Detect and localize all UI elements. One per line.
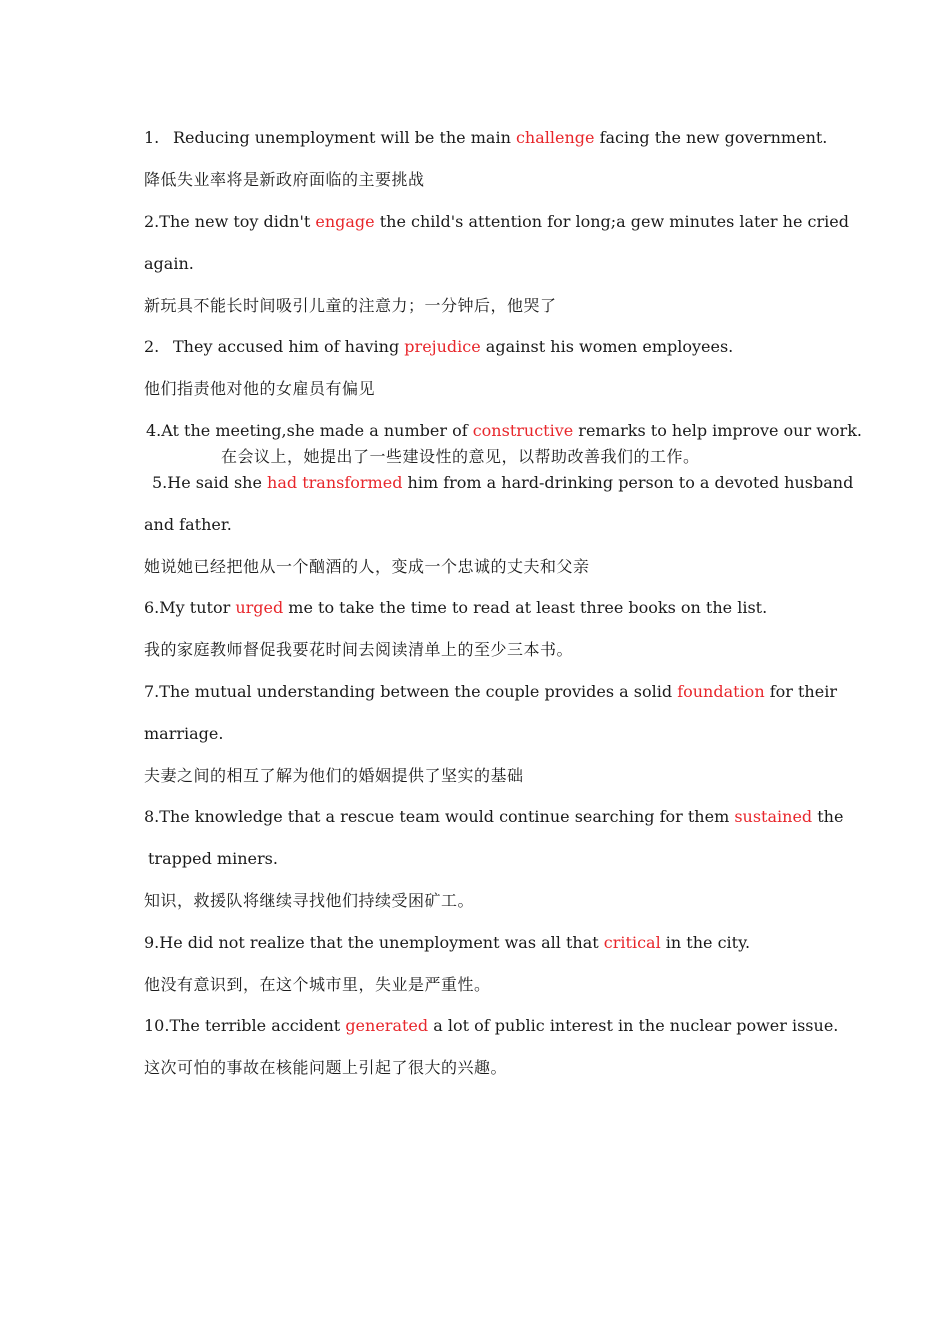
sentence-3-keyword: prejudice <box>404 337 481 356</box>
sentence-4-en <box>146 421 862 441</box>
sentence-10-en <box>144 1016 838 1036</box>
sentence-6-post: me to take the time to read at least three books on the list. <box>283 598 768 617</box>
sentence-6-en <box>144 598 767 618</box>
sentence-2-keyword: engage <box>315 212 375 231</box>
sentence-2-en <box>144 212 849 232</box>
sentence-8-zh: 知识，救援队将继续寻找他们持续受困矿工。 <box>144 891 475 910</box>
sentence-10-zh: 这次可怕的事故在核能问题上引起了很大的兴趣。 <box>144 1058 508 1077</box>
sentence-4-zh: 在会议上，她提出了一些建设性的意见，以帮助改善我们的工作。 <box>221 447 700 466</box>
sentence-2-zh: 新玩具不能长时间吸引儿童的注意力；一分钟后，他哭了 <box>144 296 557 315</box>
sentence-4-keyword: constructive <box>472 421 574 440</box>
sentence-10-pre: 10.The terrible accident <box>144 1016 346 1035</box>
sentence-1-number: 1. <box>144 128 160 147</box>
sentence-7-pre: 7.The mutual understanding between the couple provides a solid <box>144 682 678 701</box>
sentence-8-post: the <box>812 807 844 826</box>
sentence-8-keyword: sustained <box>734 807 813 826</box>
sentence-8-en <box>144 807 843 827</box>
sentence-7-post: for their <box>764 682 837 701</box>
sentence-7-en <box>144 682 837 702</box>
sentence-3-post: against his women employees. <box>480 337 734 356</box>
sentence-1-zh: 降低失业率将是新政府面临的主要挑战 <box>144 170 425 189</box>
sentence-9-keyword: critical <box>603 933 661 952</box>
sentence-2-post: the child's attention for long;a gew minutes later he cried <box>374 212 849 231</box>
sentence-2-pre: 2.The new toy didn't <box>144 212 316 231</box>
sentence-8-en-cont: trapped miners. <box>148 849 278 868</box>
sentence-5-keyword: had transformed <box>267 473 403 492</box>
sentence-4-post: remarks to help improve our work. <box>573 421 862 440</box>
sentence-4-pre: 4.At the meeting,she made a number of <box>146 421 473 440</box>
sentence-8-pre: 8.The knowledge that a rescue team would continue searching for them <box>144 807 735 826</box>
sentence-5-en-cont: and father. <box>144 515 232 534</box>
sentence-10-keyword: generated <box>345 1016 429 1035</box>
sentence-9-zh: 他没有意识到，在这个城市里，失业是严重性。 <box>144 975 491 994</box>
sentence-1-pre: Reducing unemployment will be the main <box>173 128 516 147</box>
sentence-5-post: him from a hard-drinking person to a devoted husband <box>402 473 854 492</box>
sentence-10-post: a lot of public interest in the nuclear power issue. <box>428 1016 839 1035</box>
sentence-9-pre: 9.He did not realize that the unemployment was all that <box>144 933 604 952</box>
sentence-5-en <box>152 473 853 493</box>
sentence-9-en <box>144 933 750 953</box>
sentence-2-en-cont: again. <box>144 254 194 273</box>
sentence-7-keyword: foundation <box>677 682 765 701</box>
sentence-7-en-cont: marriage. <box>144 724 224 743</box>
sentence-5-pre: 5.He said she <box>152 473 268 492</box>
sentence-6-zh: 我的家庭教师督促我要花时间去阅读清单上的至少三本书。 <box>144 640 574 659</box>
sentence-1-en <box>144 128 827 148</box>
sentence-3-number: 2. <box>144 337 160 356</box>
sentence-6-keyword: urged <box>235 598 284 617</box>
sentence-7-zh: 夫妻之间的相互了解为他们的婚姻提供了坚实的基础 <box>144 766 524 785</box>
sentence-1-keyword: challenge <box>515 128 595 147</box>
sentence-1-post: facing the new government. <box>594 128 828 147</box>
sentence-5-zh: 她说她已经把他从一个酗酒的人，变成一个忠诚的丈夫和父亲 <box>144 557 590 576</box>
sentence-6-pre: 6.My tutor <box>144 598 236 617</box>
sentence-9-post: in the city. <box>660 933 751 952</box>
sentence-3-pre: They accused him of having <box>173 337 405 356</box>
sentence-3-zh: 他们指责他对他的女雇员有偏见 <box>144 379 376 398</box>
sentence-3-en <box>144 337 733 357</box>
